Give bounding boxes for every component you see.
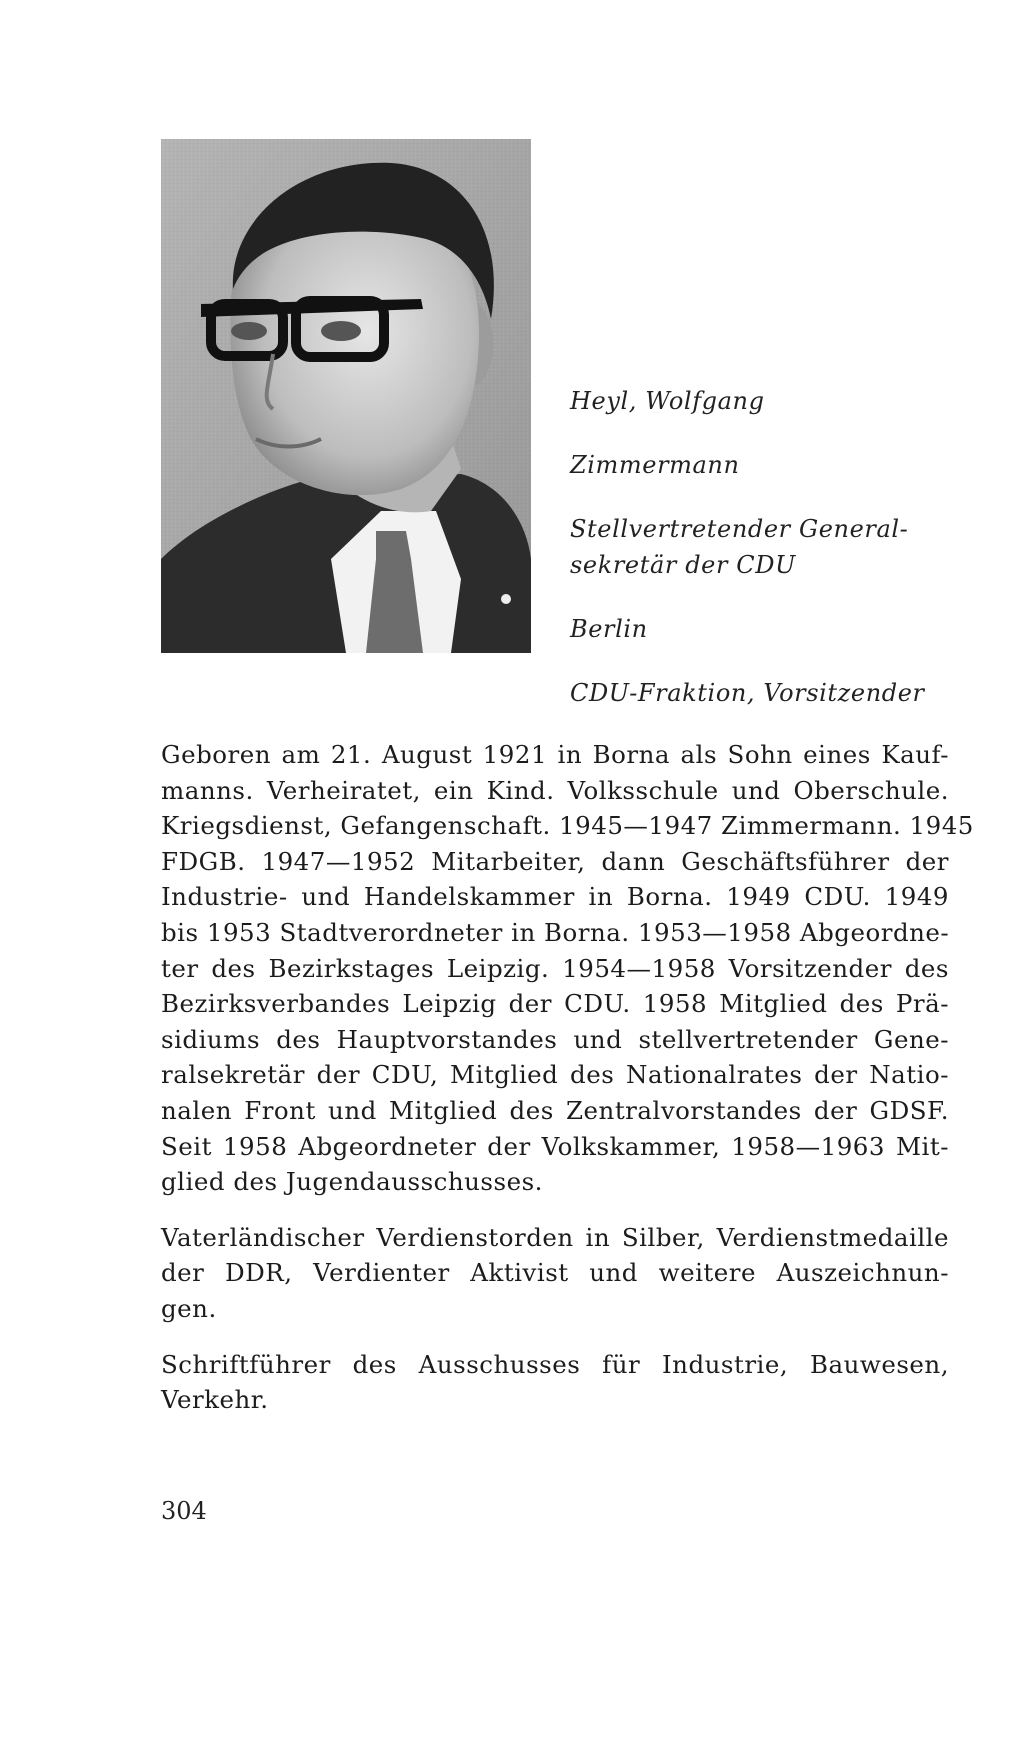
caption-block xyxy=(570,383,970,711)
biography-line: manns. Verheiratet, ein Kind. Volksschule und Oberschule. xyxy=(161,775,949,805)
biography-line: nalen Front und Mitglied des Zentralvorstandes der GDSF. xyxy=(161,1095,949,1125)
biography-line: Industrie- und Handelskammer in Borna. 1949 CDU. 1949 xyxy=(161,882,949,912)
biography-line: ter des Bezirkstages Leipzig. 1954—1958 Vorsitzender des xyxy=(161,953,949,983)
biography-line: sidiums des Hauptvorstandes und stellvertretender Gene- xyxy=(161,1024,949,1054)
biography-paragraph xyxy=(161,737,974,1200)
awards-paragraph xyxy=(161,1220,949,1327)
page-number: 304 xyxy=(161,1497,207,1525)
biography-line: ralsekretär der CDU, Mitglied des Nationalrates der Natio- xyxy=(161,1060,949,1090)
member-position-line2: sekretär der CDU xyxy=(570,551,796,579)
member-faction: CDU-Fraktion, Vorsitzender xyxy=(570,679,925,707)
member-constituency: Berlin xyxy=(570,615,648,643)
member-name: Heyl, Wolfgang xyxy=(570,387,765,415)
portrait-photo xyxy=(161,139,531,653)
biography-line: Bezirksverbandes Leipzig der CDU. 1958 Mitglied des Prä- xyxy=(161,989,949,1019)
biography-line: Geboren am 21. August 1921 in Borna als Sohn eines Kauf- xyxy=(161,740,949,769)
biography-line: FDGB. 1947—1952 Mitarbeiter, dann Geschäftsführer der xyxy=(161,846,949,876)
biography-line: bis 1953 Stadtverordneter in Borna. 1953—1958 Abgeordne- xyxy=(161,917,950,947)
portrait-photo-icon xyxy=(161,139,531,653)
biography-line: Seit 1958 Abgeordneter der Volkskammer, 1958—1963 Mit- xyxy=(161,1131,949,1161)
committee-line: Verkehr. xyxy=(161,1385,269,1415)
member-occupation: Zimmermann xyxy=(570,451,740,479)
awards-line: gen. xyxy=(161,1293,217,1323)
member-position-line1: Stellvertretender General- xyxy=(570,515,909,543)
biography-text xyxy=(161,737,974,1418)
committee-line: Schriftführer des Ausschusses für Industrie, Bauwesen, xyxy=(161,1349,949,1379)
committee-paragraph xyxy=(161,1347,949,1418)
awards-line: der DDR, Verdienter Aktivist und weitere Auszeichnun- xyxy=(161,1258,949,1288)
biography-line: Kriegsdienst, Gefangenschaft. 1945—1947 Zimmermann. 1945 xyxy=(161,811,974,841)
awards-line: Vaterländischer Verdienstorden in Silber, Verdienstmedaille xyxy=(161,1222,949,1252)
biography-line: glied des Jugendausschusses. xyxy=(161,1167,543,1197)
